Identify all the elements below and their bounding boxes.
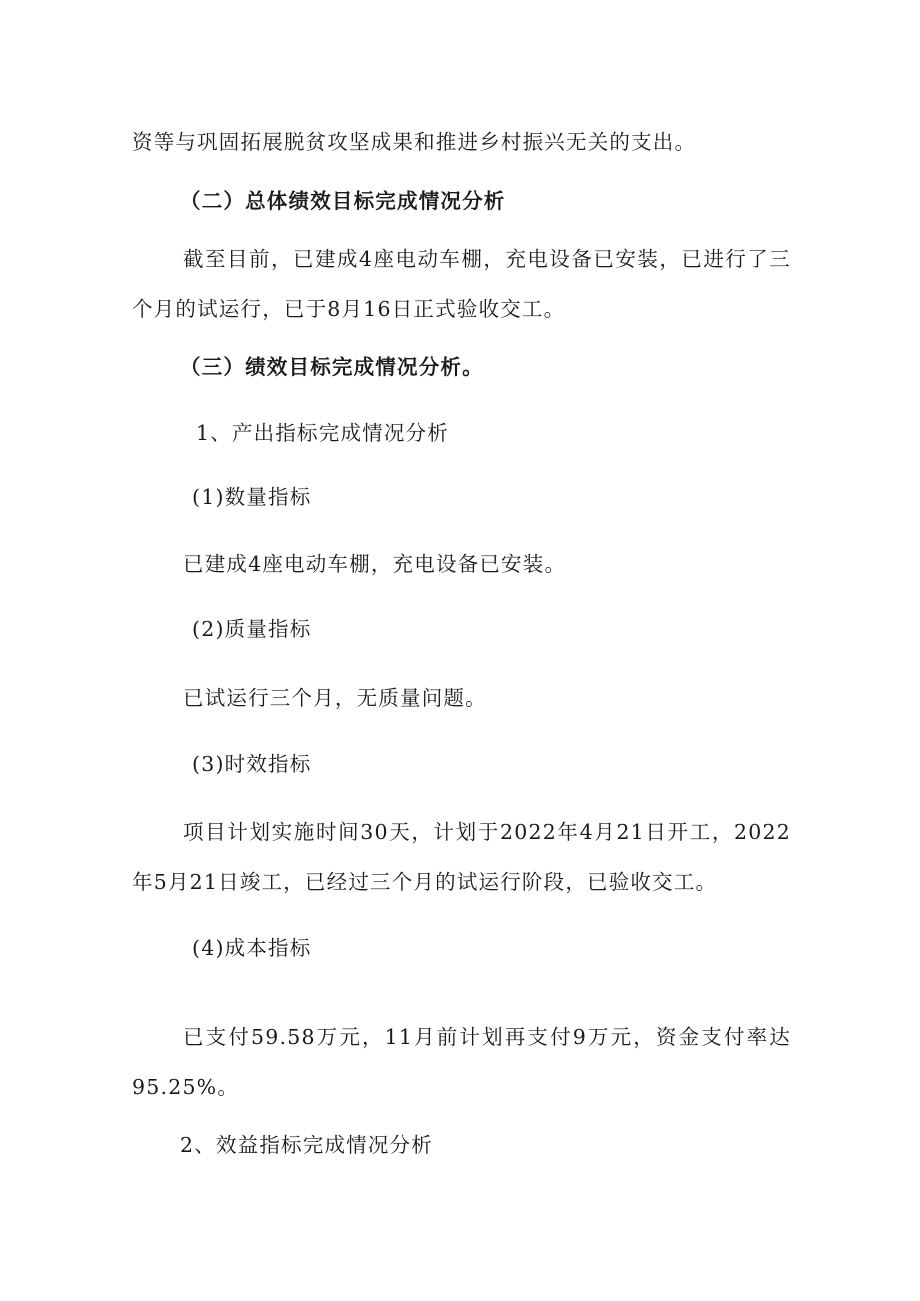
paragraph-line: 95.25%。 — [132, 1075, 240, 1099]
section-heading-2: （二）总体绩效目标完成情况分析 — [180, 189, 506, 213]
paragraph-line: 已支付59.58万元，11月前计划再支付9万元，资金支付率达 — [183, 1025, 791, 1049]
paragraph-line: 个月的试运行，已于8月16日正式验收交工。 — [132, 297, 566, 321]
item-text-quantity: 已建成4座电动车棚，充电设备已安装。 — [183, 552, 567, 576]
item-text-quality: 已试运行三个月，无质量问题。 — [183, 686, 487, 710]
paragraph-line: 资等与巩固拓展脱贫攻坚成果和推进乡村振兴无关的支出。 — [132, 130, 697, 154]
section-heading-3: （三）绩效目标完成情况分析。 — [180, 355, 484, 379]
item-title-quantity: (1)数量指标 — [192, 485, 312, 509]
paragraph-line: 截至目前，已建成4座电动车棚，充电设备已安装，已进行了三 — [183, 247, 791, 271]
paragraph-line: 项目计划实施时间30天，计划于2022年4月21日开工，2022 — [183, 820, 791, 844]
item-title-cost: (4)成本指标 — [192, 936, 312, 960]
subsection-heading-2: 2、效益指标完成情况分析 — [180, 1133, 433, 1157]
paragraph-line: 年5月21日竣工，已经过三个月的试运行阶段，已验收交工。 — [132, 870, 718, 894]
item-title-timeliness: (3)时效指标 — [192, 752, 312, 776]
item-title-quality: (2)质量指标 — [192, 617, 312, 641]
subsection-heading-1: 1、产出指标完成情况分析 — [196, 421, 449, 445]
